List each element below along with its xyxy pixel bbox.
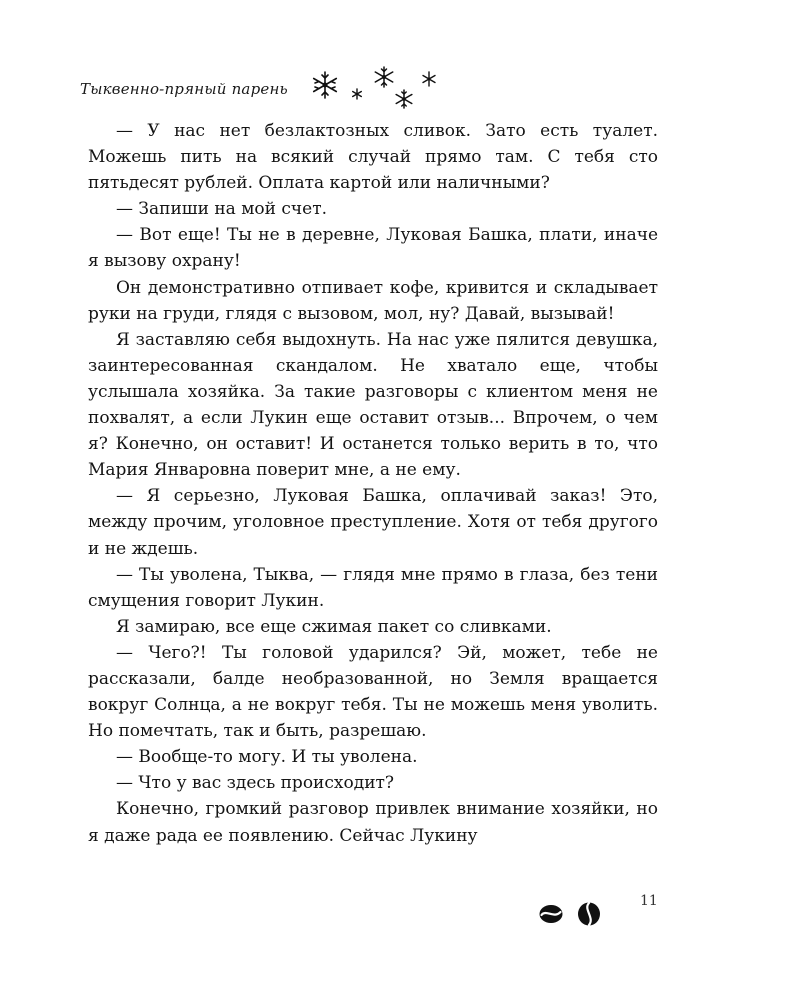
paragraph: — Вот еще! Ты не в деревне, Луковая Башка, плати, иначе я вызову охрану! — [88, 225, 658, 272]
paragraph: — Я серьезно, Луковая Башка, оплачивай заказ! Это, между прочим, уголовное преступление. Хотя от тебя другого и не ждешь. — [88, 486, 658, 559]
paragraph: Я замираю, все еще сжимая пакет со сливками. — [116, 616, 552, 637]
paragraph: Я заставляю себя выдохнуть. На нас уже пялится девушка, заинтересованная скандалом. Не хватало еще, чтобы услышала хозяйка. За такие разговоры с клиентом меня не похвалят, а если Лукин еще оставит отзыв... Впрочем, о чем я? Конечно, он оставит! И останется только верить в то, что Мария Январовна поверит мне, а не ему. — [88, 329, 658, 481]
book-title: Тыквенно-пряный парень — [80, 80, 288, 98]
coffee-bean-icon — [538, 903, 564, 925]
page-number: 11 — [640, 893, 658, 909]
snowflake-icon — [351, 88, 363, 100]
body-text — [88, 118, 658, 849]
paragraph: — Чего?! Ты головой ударился? Эй, может, тебе не рассказали, балде необразованной, но Земля вращается вокруг Солнца, а не вокруг тебя. Ты не можешь меня уволить. Но помечтать, так и быть, разрешаю. — [88, 642, 658, 742]
coffee-bean-icon — [576, 901, 602, 927]
paragraph: Он демонстративно отпивает кофе, кривится и складывает руки на груди, глядя с вызовом, мол, ну? Давай, вызывай! — [88, 277, 658, 324]
paragraph: — Вообще-то могу. И ты уволена. — [116, 747, 418, 768]
paragraph: — Что у вас здесь происходит? — [116, 773, 395, 794]
paragraph: — Запиши на мой счет. — [116, 199, 328, 220]
running-head — [80, 62, 480, 112]
paragraph: Конечно, громкий разговор привлек внимание хозяйки, но я даже рада ее появлению. Сейчас Лукину — [88, 799, 658, 846]
paragraph: — Ты уволена, Тыква, — глядя мне прямо в глаза, без тени смущения говорит Лукин. — [88, 564, 658, 611]
paragraph: — У нас нет безлактозных сливок. Зато есть туалет. Можешь пить на всякий случай прямо там. С тебя сто пятьдесят рублей. Оплата картой или наличными? — [88, 121, 658, 194]
snowflake-icon — [393, 88, 415, 110]
snowflake-icon — [372, 65, 396, 89]
snowflake-icon — [310, 70, 340, 100]
snowflake-icon — [421, 71, 437, 87]
